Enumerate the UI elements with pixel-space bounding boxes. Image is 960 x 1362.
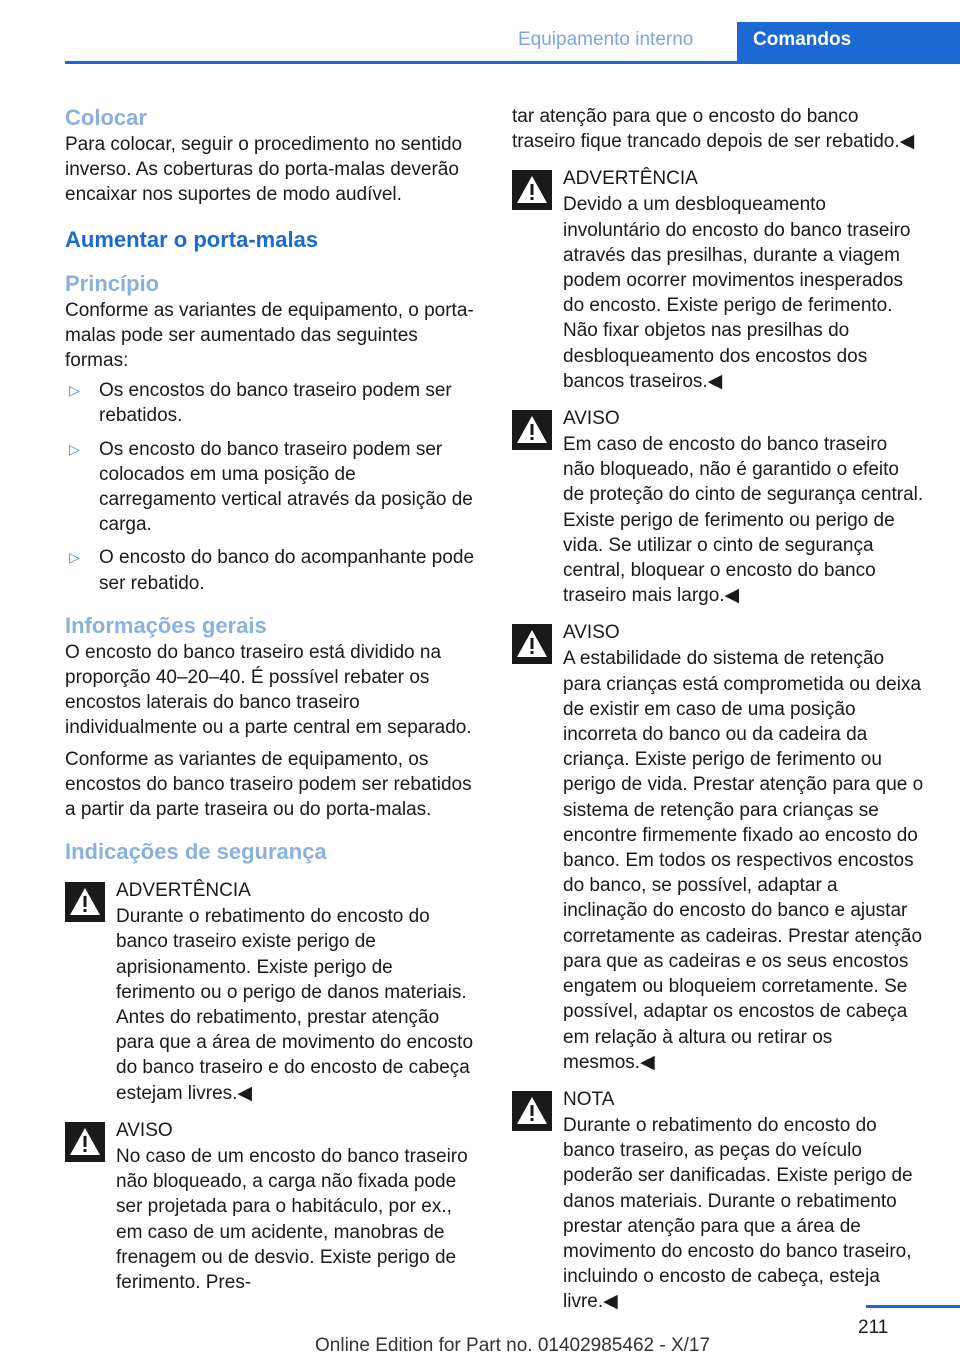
heading-principio: Princípio xyxy=(65,270,160,296)
warning-block xyxy=(512,166,924,394)
paragraph-informacoes-2: Conforme as variantes de equipamento, os encostos do banco traseiro podem ser rebatidos a partir da parte traseira ou do porta-malas. xyxy=(65,748,472,821)
paragraph-continuation: tar atenção para que o encosto do banco traseiro fique trancado depois de ser rebatido.◀ xyxy=(512,106,915,153)
warning-label: AVISO xyxy=(116,1119,173,1141)
warning-label: AVISO xyxy=(563,408,620,430)
heading-indicacoes: Indicações de segurança xyxy=(65,839,327,865)
paragraph-principio: Conforme as variantes de equipamento, o porta-malas pode ser aumentado das seguintes formas: xyxy=(65,299,474,372)
triangle-bullet-icon: ▷ xyxy=(69,440,80,457)
paragraph-colocar: Para colocar, seguir o procedimento no sentido inverso. As coberturas do porta-malas deverão encaixar nos suportes de modo audível. xyxy=(65,134,463,206)
warning-block xyxy=(512,406,924,608)
footer-edition: Online Edition for Part no. 01402985462 - X/17 xyxy=(315,1335,711,1356)
heading-aumentar: Aumentar o porta-malas xyxy=(65,226,319,252)
page-number: 211 xyxy=(858,1317,889,1338)
warning-triangle-icon xyxy=(65,1122,105,1162)
warning-triangle-icon xyxy=(65,882,105,922)
warning-text: Devido a um desbloqueamento involuntário do encosto do banco traseiro através das presilhas, durante a viagem podem ocorrer movimentos inesperados do encosto. Existe perigo de ferimento. Não fixar objetos nas presilhas do desbloqueamento dos encostos dos bancos traseiros.◀ xyxy=(563,194,911,392)
warning-label: NOTA xyxy=(563,1088,615,1110)
warning-text: A estabilidade do sistema de retenção para crianças está comprometida ou deixa de existir em caso de uma posição incorreta do banco ou da cadeira da criança. Existe perigo de ferimento ou perigo de vida. Prestar atenção para que o sistema de retenção para crianças se encontre firmemente fixado ao encosto do banco. Em todos os respectivos encostos do banco, se possível, adaptar a inclinação do encosto do banco e ajustar corretamente as cadeiras. Prestar atenção para que as cadeiras e os seus encostos engatem ou bloqueiem corretamente. Se possível, adaptar os encostos de cabeça em relação à altura ou retirar os mesmos.◀ xyxy=(563,648,924,1073)
triangle-bullet-icon: ▷ xyxy=(69,549,80,566)
warning-block xyxy=(65,878,477,1106)
warning-triangle-icon xyxy=(512,1091,552,1131)
warning-label: ADVERTÊNCIA xyxy=(563,168,698,190)
warning-block xyxy=(512,1087,924,1315)
right-column xyxy=(512,104,924,1315)
list-item: ▷ O encosto do banco do acompanhante pode ser rebatido. xyxy=(69,547,475,594)
paragraph-informacoes-1: O encosto do banco traseiro está dividido na proporção 40–20–40. É possível rebater os encostos laterais do banco traseiro individualmente ou a parte central em separado. xyxy=(65,641,472,739)
warning-triangle-icon xyxy=(512,410,552,450)
warning-triangle-icon xyxy=(512,624,552,664)
warning-label: ADVERTÊNCIA xyxy=(116,880,251,902)
warning-label: AVISO xyxy=(563,622,620,644)
warning-triangle-icon xyxy=(512,170,552,210)
bullet-list xyxy=(65,378,477,596)
header-section-title: Equipamento interno xyxy=(518,29,694,50)
footer-rule xyxy=(866,1305,960,1308)
warning-text: Durante o rebatimento do encosto do banco traseiro, as peças do veículo poderão ser danificadas. Existe perigo de danos materiais. Durante o rebatimento prestar atenção para que a área de movimento do encosto do banco traseiro, incluindo o encosto de cabeça, esteja livre.◀ xyxy=(563,1114,913,1313)
warning-text: Durante o rebatimento do encosto do banco traseiro existe perigo de aprisionamento. Existe perigo de ferimento ou o perigo de danos materiais. Antes do rebatimento, prestar atenção para que a área de movimento do encosto do banco traseiro e do encosto de cabeça estejam livres.◀ xyxy=(116,906,474,1104)
list-item: ▷ Os encosto do banco traseiro podem ser colocados em uma posição de carregamento vertical através da posição de carga. xyxy=(69,438,473,536)
warning-text: No caso de um encosto do banco traseiro não bloqueado, a carga não fixada pode ser projetada para o habitáculo, por ex., em caso de um acidente, manobras de frenagem ou de desvio. Existe perigo de ferimento. Pres- xyxy=(116,1145,468,1293)
warning-block xyxy=(65,1118,477,1295)
triangle-bullet-icon: ▷ xyxy=(69,382,80,399)
header-chapter-tab: Comandos xyxy=(737,22,960,62)
heading-informacoes: Informações gerais xyxy=(65,612,267,638)
heading-colocar: Colocar xyxy=(65,105,147,130)
warning-block xyxy=(512,620,924,1074)
header-rule xyxy=(65,61,960,64)
left-column xyxy=(65,104,477,1295)
list-item: ▷ Os encostos do banco traseiro podem ser rebatidos. xyxy=(69,380,452,427)
warning-text: Em caso de encosto do banco traseiro não bloqueado, não é garantido o efeito de proteção do cinto de segurança central. Existe perigo de ferimento ou perigo de vida. Se utilizar o cinto de segurança central, bloquear o encosto do banco traseiro mais largo.◀ xyxy=(563,434,924,607)
